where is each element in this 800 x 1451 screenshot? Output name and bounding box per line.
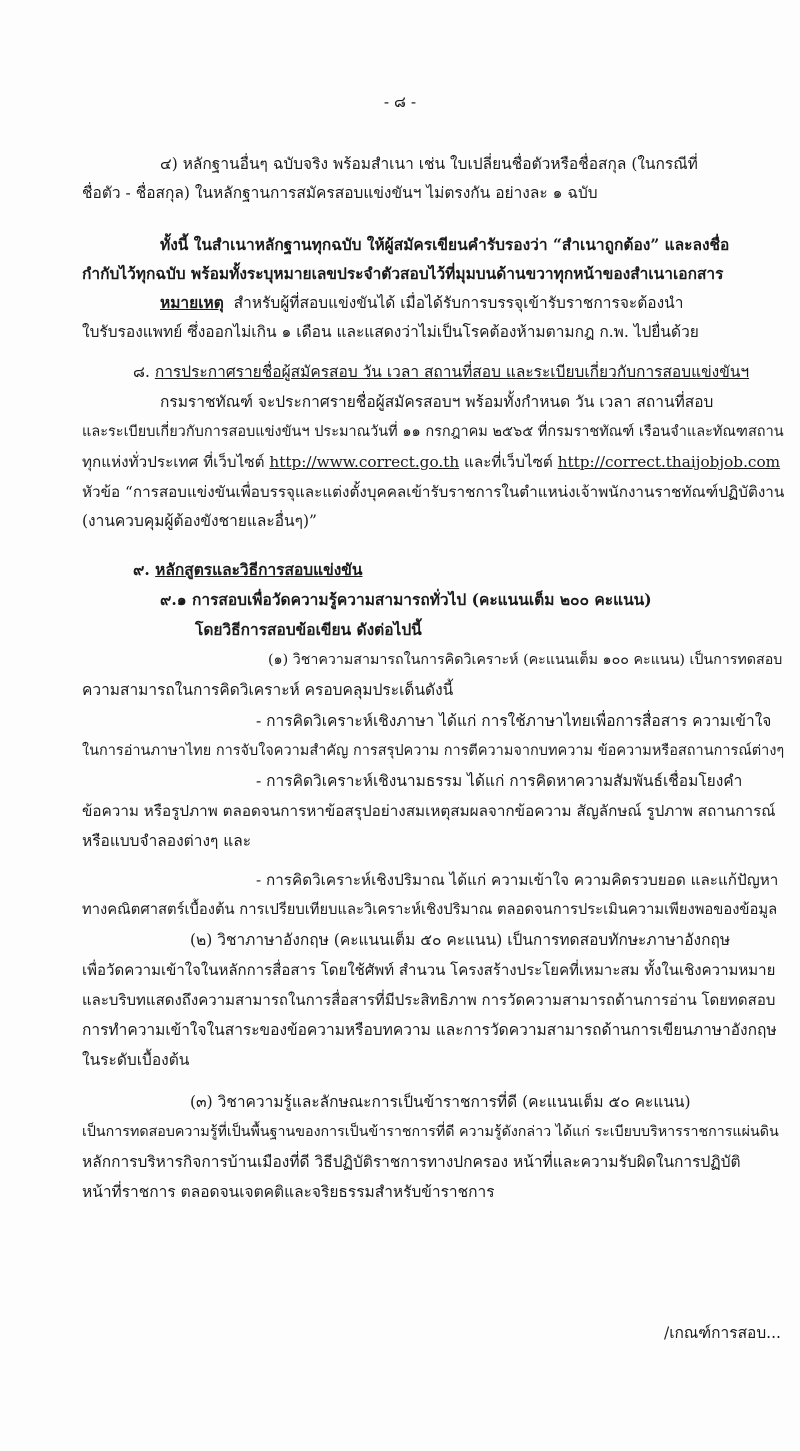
subject1-line1: (๑) วิชาความสามารถในการคิดวิเคราะห์ (คะแนนเต็ม ๑๐๐ คะแนน) เป็นการทดสอบ	[268, 652, 783, 668]
subject2-line1: (๒) วิชาภาษาอังกฤษ (คะแนนเต็ม ๕๐ คะแนน) เป็นการทดสอบทักษะภาษาอังกฤษ	[190, 931, 731, 949]
subject3-line4: หน้าที่ราชการ ตลอดจนเจตคติและจริยธรรมสำหรับข้าราชการ	[82, 1183, 495, 1201]
certify-line2: กำกับไว้ทุกฉบับ พร้อมทั้งระบุหมายเลขประจำตัวสอบไว้ที่มุมบนด้านขวาทุกหน้าของสำเนาเอกสาร	[82, 264, 724, 283]
bullet3-line2: ทางคณิตศาสตร์เบื้องต้น การเปรียบเทียบและวิเคราะห์เชิงปริมาณ ตลอดจนการประเมินความเพียงพอของข้อมูล	[82, 901, 778, 918]
subject2-line5: ในระดับเบื้องต้น	[82, 1051, 190, 1069]
section9-title: หลักสูตรและวิธีการสอบแข่งขัน	[155, 560, 363, 579]
item4-line1: ๔) หลักฐานอื่นๆ ฉบับจริง พร้อมสำเนา เช่น ใบเปลี่ยนชื่อตัวหรือชื่อสกุล (ในกรณีที่	[160, 155, 698, 173]
section9-heading	[133, 560, 362, 580]
section9-1-heading: ๙.๑ การสอบเพื่อวัดความรู้ความสามารถทั่วไป (คะแนนเต็ม ๒๐๐ คะแนน)	[160, 590, 652, 609]
remark-line2: ใบรับรองแพทย์ ซึ่งออกไม่เกิน ๑ เดือน และแสดงว่าไม่เป็นโรคต้องห้ามตามกฎ ก.พ. ไปยื่นด้วย	[82, 323, 699, 341]
bullet2-line1: - การคิดวิเคราะห์เชิงนามธรรม ได้แก่ การคิดหาความสัมพันธ์เชื่อมโยงคำ	[256, 772, 743, 790]
continuation-note: /เกณฑ์การสอบ...	[664, 1324, 781, 1342]
link-thaijobjob[interactable]: http://correct.thaijobjob.com	[557, 453, 781, 471]
section8-line2: และระเบียบเกี่ยวกับการสอบแข่งขันฯ ประมาณวันที่ ๑๑ กรกฎาคม ๒๕๖๕ ที่กรมราชทัณฑ์ เรือนจำและทัณฑสถาน	[82, 424, 784, 440]
page-number: - ๘ -	[383, 93, 417, 111]
bullet2-line2: ข้อความ หรือรูปภาพ ตลอดจนการหาข้อสรุปอย่างสมเหตุสมผลจากข้อความ สัญลักษณ์ รูปภาพ สถานการณ์	[82, 802, 776, 820]
subject1-line2: ความสามารถในการคิดวิเคราะห์ ครอบคลุมประเด็นดังนี้	[82, 681, 454, 699]
section8-line5: (งานควบคุมผู้ต้องขังชายและอื่นๆ)”	[82, 512, 317, 530]
section8-line4: หัวข้อ “การสอบแข่งขันเพื่อบรรจุและแต่งตั้งบุคคลเข้ารับราชการในตำแหน่งเจ้าพนักงานราชทัณฑ์ปฏิบัติงาน	[82, 483, 785, 501]
bullet2-line3: หรือแบบจำลองต่างๆ และ	[82, 832, 252, 850]
section8-line3: ทุกแห่งทั่วประเทศ ที่เว็บไซต์ http://www.correct.go.th และที่เว็บไซต์ http://correct.thaijobjob.com	[82, 453, 781, 471]
section8-title: การประกาศรายชื่อผู้สมัครสอบ วัน เวลา สถานที่สอบ และระเบียบเกี่ยวกับการสอบแข่งขันฯ	[154, 363, 750, 381]
bullet1-line2: ในการอ่านภาษาไทย การจับใจความสำคัญ การสรุปความ การตีความจากบทความ ข้อความหรือสถานการณ์ต่างๆ	[82, 743, 785, 759]
subject3-line1: (๓) วิชาความรู้และลักษณะการเป็นข้าราชการที่ดี (คะแนนเต็ม ๕๐ คะแนน)	[190, 1093, 691, 1111]
bullet3-line1: - การคิดวิเคราะห์เชิงปริมาณ ได้แก่ ความเข้าใจ ความคิดรวบยอด และแก้ปัญหา	[256, 871, 779, 889]
remark-line1	[160, 293, 683, 313]
remark-label: หมายเหตุ	[160, 293, 224, 312]
subject3-line2: เป็นการทดสอบความรู้ที่เป็นพื้นฐานของการเป็นข้าราชการที่ดี ความรู้ดังกล่าว ได้แก่ ระเบียบบริหารราชการแผ่นดิน	[82, 1124, 779, 1140]
subject2-line2: เพื่อวัดความเข้าใจในหลักการสื่อสาร โดยใช้ศัพท์ สำนวน โครงสร้างประโยคที่เหมาะสม ทั้งในเชิงความหมาย	[82, 961, 776, 979]
link-correct-go-th[interactable]: http://www.correct.go.th	[269, 453, 460, 471]
remark-text: สำหรับผู้ที่สอบแข่งขันได้ เมื่อได้รับการบรรจุเข้ารับราชการจะต้องนำ	[233, 294, 684, 312]
subject2-line3: และบริบทแสดงถึงความสามารถในการสื่อสารที่มีประสิทธิภาพ การวัดความสามารถด้านการอ่าน โดยทดสอบ	[82, 991, 776, 1009]
subject3-line3: หลักการบริหารกิจการบ้านเมืองที่ดี วิธีปฏิบัติราชการทางปกครอง หน้าที่และความรับผิดในการปฏิบัติ	[82, 1153, 741, 1171]
section8-heading	[133, 362, 749, 382]
section8-line1: กรมราชทัณฑ์ จะประกาศรายชื่อผู้สมัครสอบฯ พร้อมทั้งกำหนด วัน เวลา สถานที่สอบ	[160, 393, 714, 411]
certify-line1: ทั้งนี้ ในสำเนาหลักฐานทุกฉบับ ให้ผู้สมัครเขียนคำรับรองว่า “สำเนาถูกต้อง” และลงชื่อ	[160, 235, 730, 254]
section8-number: ๘.	[133, 363, 150, 381]
subject2-line4: การทำความเข้าใจในสาระของข้อความหรือบทความ และการวัดความสามารถด้านการเขียนภาษาอังกฤษ	[82, 1021, 777, 1039]
section9-1-method: โดยวิธีการสอบข้อเขียน ดังต่อไปนี้	[195, 620, 422, 639]
section9-number: ๙.	[133, 560, 150, 579]
item4-line2: ชื่อตัว - ชื่อสกุล) ในหลักฐานการสมัครสอบแข่งขันฯ ไม่ตรงกัน อย่างละ ๑ ฉบับ	[82, 184, 598, 202]
bullet1-line1: - การคิดวิเคราะห์เชิงภาษา ได้แก่ การใช้ภาษาไทยเพื่อการสื่อสาร ความเข้าใจ	[256, 712, 772, 730]
